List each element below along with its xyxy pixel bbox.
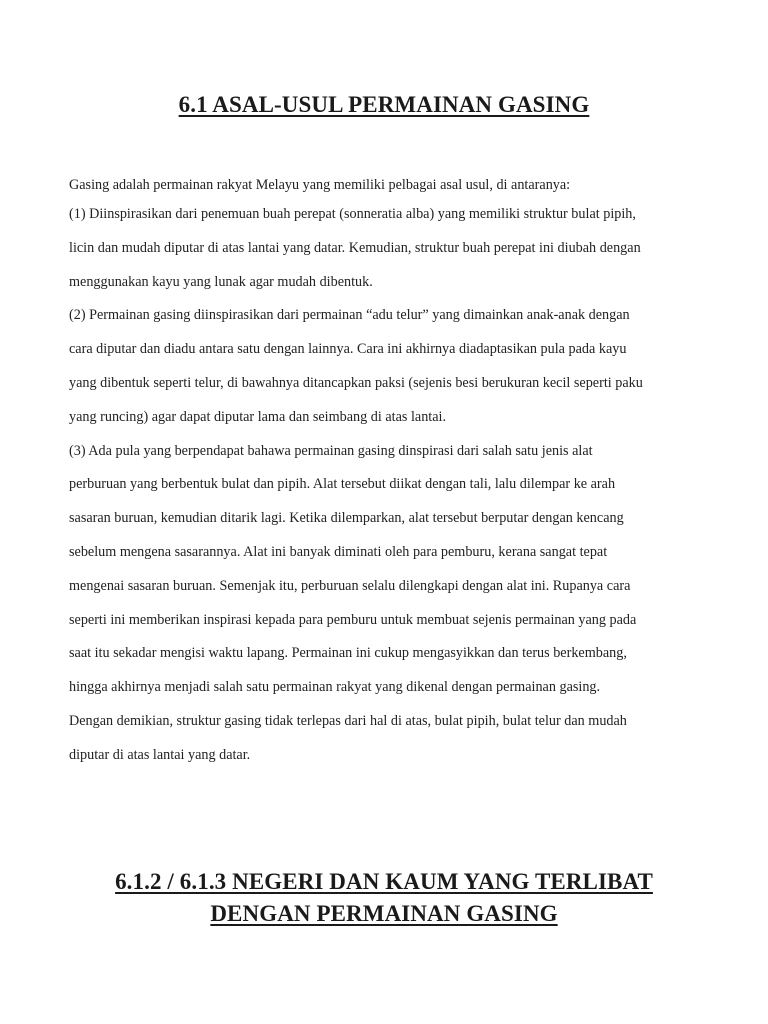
section-heading-asal-usul: 6.1 ASAL-USUL PERMAINAN GASING (178, 92, 590, 117)
body-line: cara diputar dan diadu antara satu dengan lainnya. Cara ini akhirnya diadaptasikan pula pada kayu (69, 341, 627, 358)
body-line: sasaran buruan, kemudian ditarik lagi. Ketika dilemparkan, alat tersebut berputar dengan kencang (69, 510, 624, 527)
body-line: hingga akhirnya menjadi salah satu permainan rakyat yang dikenal dengan permainan gasing. (69, 679, 601, 696)
body-line: perburuan yang berbentuk bulat dan pipih. Alat tersebut diikat dengan tali, lalu dilempar ke arah (69, 476, 616, 493)
body-line: sebelum mengena sasarannya. Alat ini banyak diminati oleh para pemburu, kerana sangat tepat (69, 543, 608, 560)
section-heading-line-2: DENGAN PERMAINAN GASING (210, 901, 558, 926)
body-line: saat itu sekadar mengisi waktu lapang. Permainan ini cukup mengasyikkan dan terus berkembang, (69, 645, 627, 662)
body-line: (3) Ada pula yang berpendapat bahawa permainan gasing dinspirasi dari salah satu jenis alat (69, 442, 593, 459)
body-line: licin dan mudah diputar di atas lantai yang datar. Kemudian, struktur buah perepat ini diubah dengan (69, 239, 641, 256)
body-line: (1) Diinspirasikan dari penemuan buah perepat (sonneratia alba) yang memiliki struktur bulat pipih, (69, 206, 636, 222)
body-line: (2) Permainan gasing diinspirasikan dari permainan “adu telur” yang dimainkan anak-anak dengan (69, 307, 630, 324)
section-heading-line-1: 6.1.2 / 6.1.3 NEGERI DAN KAUM YANG TERLIBAT (115, 869, 653, 894)
body-line: mengenai sasaran buruan. Semenjak itu, perburuan selalu dilengkapi dengan alat ini. Rupanya cara (69, 577, 631, 594)
section-heading-negeri-kaum (0, 866, 768, 930)
body-line: menggunakan kayu yang lunak agar mudah dibentuk. (69, 273, 373, 290)
body-line: yang dibentuk seperti telur, di bawahnya ditancapkan paksi (sejenis besi berukuran kecil seperti paku (69, 374, 643, 391)
body-line: diputar di atas lantai yang datar. (69, 746, 251, 763)
body-line: seperti ini memberikan inspirasi kepada para pemburu untuk membuat sejenis permainan yang pada (69, 611, 637, 628)
intro-line: Gasing adalah permainan rakyat Melayu yang memiliki pelbagai asal usul, di antaranya: (69, 177, 571, 193)
body-paragraphs (69, 172, 705, 773)
body-line: Dengan demikian, struktur gasing tidak terlepas dari hal di atas, bulat pipih, bulat telur dan mudah (69, 712, 627, 729)
body-line: yang runcing) agar dapat diputar lama dan seimbang di atas lantai. (69, 408, 447, 425)
